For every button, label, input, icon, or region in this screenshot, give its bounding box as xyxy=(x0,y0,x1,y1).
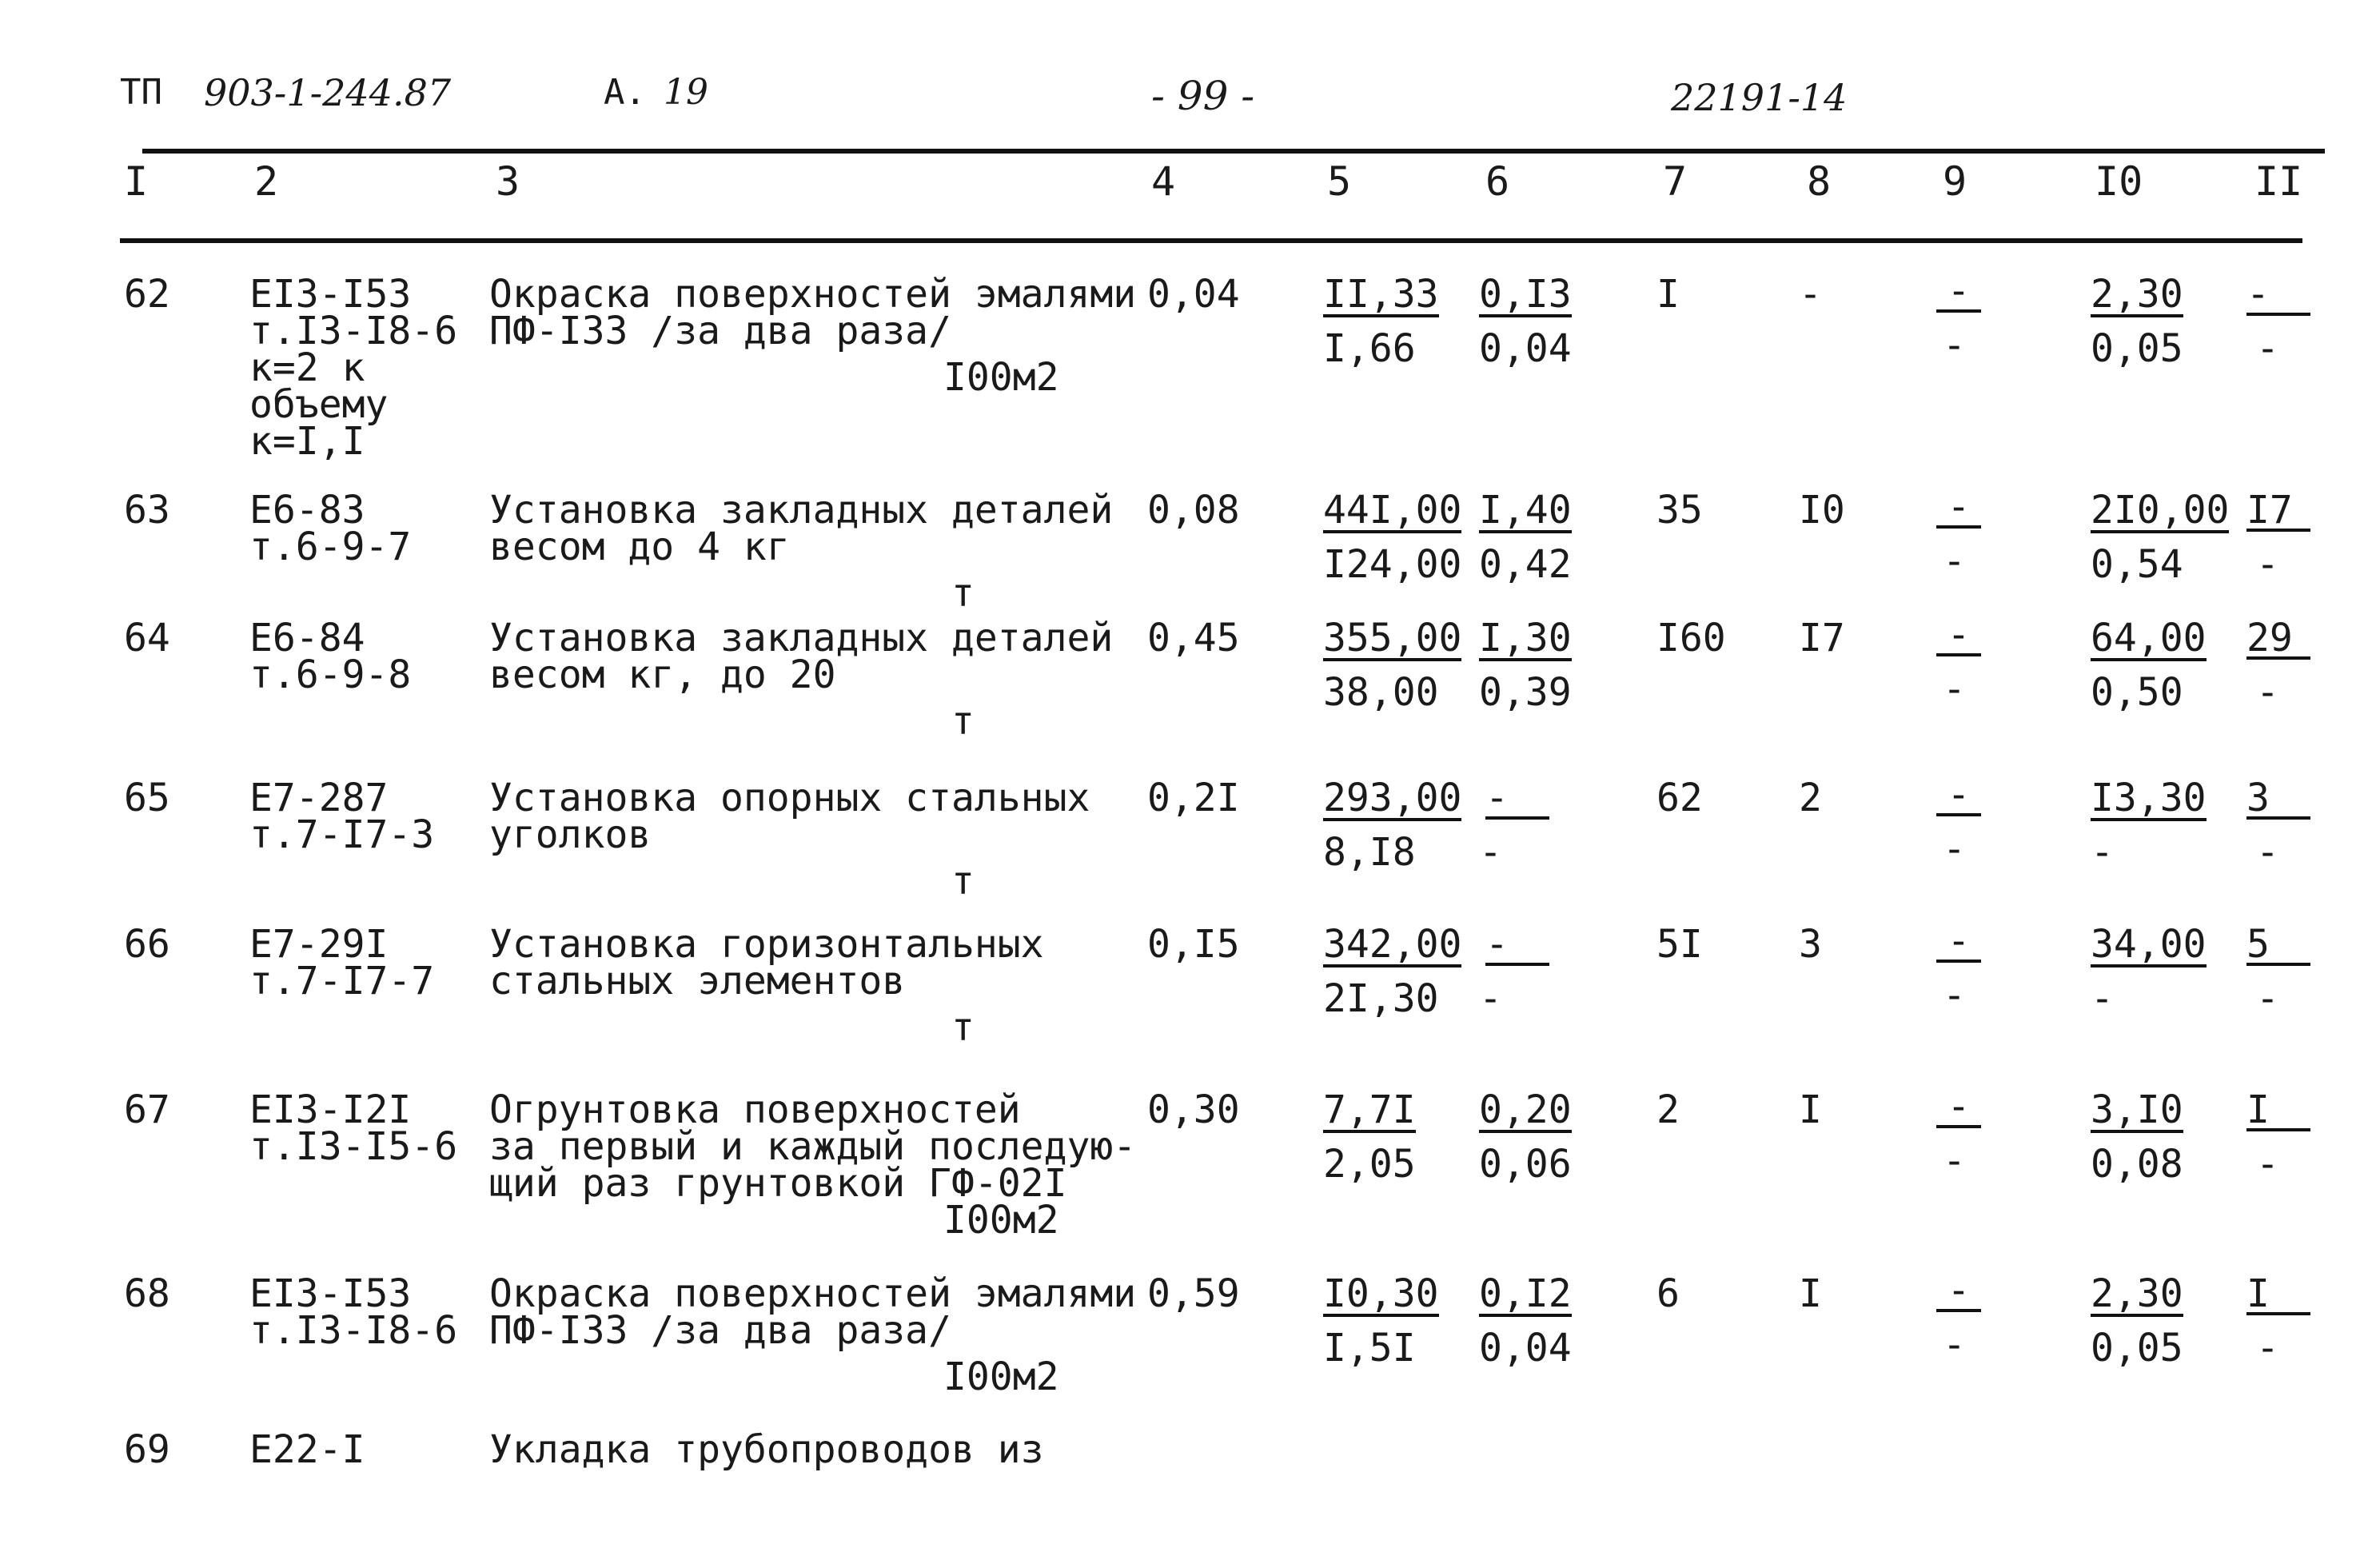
row-number: 62 xyxy=(124,272,170,317)
cost-machines-value: 0,I3 xyxy=(1479,272,1572,317)
row-number: 67 xyxy=(124,1087,170,1132)
total-cost: 62 xyxy=(1656,776,1703,820)
labor-unit-value: 2,30 xyxy=(2091,272,2183,317)
quantity: 0,45 xyxy=(1147,616,1240,660)
row-number: 69 xyxy=(124,1427,170,1472)
total-wages: 3 xyxy=(1799,922,1822,967)
total-wages: I7 xyxy=(1799,616,1845,660)
labor-total: I xyxy=(2246,1091,2310,1131)
work-description: ПФ-I33 /за два раза/ xyxy=(489,1308,951,1353)
document-number: 22191-14 xyxy=(1671,76,1848,119)
cost-machines-dash: - xyxy=(1485,926,1549,966)
labor-total: 3 xyxy=(2246,780,2310,820)
cost-wages: 38,00 xyxy=(1323,670,1439,715)
labor-total-machinists: - xyxy=(2256,976,2279,1021)
work-description: Установка закладных деталей xyxy=(489,488,1114,533)
cost-machines-wages: - xyxy=(1479,830,1502,875)
total-machines-wages: - xyxy=(1943,827,1966,872)
cost-machines-wages: 0,04 xyxy=(1479,326,1572,371)
quantity: 0,08 xyxy=(1147,488,1240,533)
cost-wages: 8,I8 xyxy=(1323,830,1416,875)
row-number: 68 xyxy=(124,1271,170,1316)
total-cost: 5I xyxy=(1656,922,1703,967)
total-machines: - xyxy=(1936,923,1981,963)
column-number: 6 xyxy=(1485,158,1510,205)
cost-total-value: 44I,00 xyxy=(1323,488,1462,533)
cost-total xyxy=(1323,776,1462,821)
norm-code: EI3-I53 xyxy=(249,1271,412,1316)
labor-unit-value: 2I0,00 xyxy=(2091,488,2230,533)
total-machines: - xyxy=(1936,776,1981,816)
labor-unit-value: 2,30 xyxy=(2091,1271,2183,1316)
labor-total-machinists: - xyxy=(2256,1142,2279,1187)
cost-wages: 2I,30 xyxy=(1323,976,1439,1021)
total-machines-wages: - xyxy=(1943,1139,1966,1183)
work-description: ПФ-I33 /за два раза/ xyxy=(489,309,951,353)
total-wages: I xyxy=(1799,1271,1822,1316)
cost-total xyxy=(1323,922,1462,968)
work-description: Огрунтовка поверхностей xyxy=(489,1087,1021,1132)
row-number: 63 xyxy=(124,488,170,533)
norm-code: т.I3-I8-6 xyxy=(249,309,458,353)
labor-unit-value: 34,00 xyxy=(2091,922,2207,967)
column-number: 9 xyxy=(1943,158,1967,205)
labor-unit-machinists: 0,05 xyxy=(2091,326,2183,371)
cost-total-value: II,33 xyxy=(1323,272,1439,317)
norm-code: объему xyxy=(249,382,389,427)
labor-total-machinists: - xyxy=(2256,1326,2279,1371)
doc-code-number: 903-1-244.87 xyxy=(204,71,452,114)
unit-of-measure: I00м2 xyxy=(943,1198,1059,1243)
row-number: 64 xyxy=(124,616,170,660)
doc-code-prefix: ТП xyxy=(120,72,162,113)
table-header-bottom-rule xyxy=(120,238,2302,243)
total-wages: I xyxy=(1799,1087,1822,1132)
cost-machines-dash: - xyxy=(1485,780,1549,820)
labor-total-machinists: - xyxy=(2256,542,2279,587)
norm-code: E22-I xyxy=(249,1427,365,1472)
norm-code: т.I3-I8-6 xyxy=(249,1308,458,1353)
labor-total: 5 xyxy=(2246,926,2310,966)
cost-total xyxy=(1323,616,1462,661)
labor-unit-machinists: - xyxy=(2091,830,2114,875)
labor-total: - xyxy=(2246,276,2310,316)
total-cost: 6 xyxy=(1656,1271,1680,1316)
labor-total-machinists: - xyxy=(2256,830,2279,875)
total-cost: I xyxy=(1656,272,1680,317)
work-description: за первый и каждый последую- xyxy=(489,1124,1137,1169)
quantity: 0,I5 xyxy=(1147,922,1240,967)
labor-unit-machinists: 0,05 xyxy=(2091,1326,2183,1371)
labor-unit xyxy=(2091,922,2207,968)
total-wages: - xyxy=(1799,272,1822,317)
cost-machines-value: I,30 xyxy=(1479,616,1572,660)
cost-machines-value: I,40 xyxy=(1479,488,1572,533)
row-number: 66 xyxy=(124,922,170,967)
cost-machines-wages: - xyxy=(1479,976,1502,1021)
column-number: 7 xyxy=(1663,158,1688,205)
cost-total xyxy=(1323,1271,1439,1317)
unit-of-measure: I00м2 xyxy=(943,355,1059,400)
cost-total-value: 7,7I xyxy=(1323,1087,1416,1132)
work-description: Установка горизонтальных xyxy=(489,922,1044,967)
unit-of-measure: т xyxy=(951,1005,975,1050)
cost-total xyxy=(1323,1087,1416,1133)
norm-code: т.7-I7-3 xyxy=(249,812,435,857)
cost-machines-value: 0,20 xyxy=(1479,1087,1572,1132)
column-number: II xyxy=(2254,158,2303,205)
norm-code: т.6-9-7 xyxy=(249,525,412,569)
total-machines: - xyxy=(1936,616,1981,656)
total-cost: 2 xyxy=(1656,1087,1680,1132)
quantity: 0,2I xyxy=(1147,776,1240,820)
cost-machines-wages: 0,04 xyxy=(1479,1326,1572,1371)
total-machines-wages: - xyxy=(1943,667,1966,712)
total-machines: - xyxy=(1936,1088,1981,1128)
norm-code: EI3-I53 xyxy=(249,272,412,317)
labor-unit xyxy=(2091,272,2183,317)
labor-total: 29 xyxy=(2246,620,2310,660)
row-number: 65 xyxy=(124,776,170,820)
column-number: 3 xyxy=(496,158,520,205)
quantity: 0,30 xyxy=(1147,1087,1240,1132)
total-machines: - xyxy=(1936,1272,1981,1312)
total-cost: I60 xyxy=(1656,616,1726,660)
labor-unit xyxy=(2091,616,2207,661)
labor-total-machinists: - xyxy=(2256,670,2279,715)
unit-of-measure: I00м2 xyxy=(943,1355,1059,1399)
labor-unit-machinists: 0,50 xyxy=(2091,670,2183,715)
work-description: стальных элементов xyxy=(489,959,906,1003)
labor-unit-value: I3,30 xyxy=(2091,776,2207,820)
norm-code: EI3-I2I xyxy=(249,1087,412,1132)
labor-unit-machinists: - xyxy=(2091,976,2114,1021)
work-description: весом кг, до 20 xyxy=(489,652,836,697)
total-machines-wages: - xyxy=(1943,539,1966,584)
labor-unit-value: 64,00 xyxy=(2091,616,2207,660)
column-number: 2 xyxy=(254,158,279,205)
norm-code: т.7-I7-7 xyxy=(249,959,435,1003)
cost-total xyxy=(1323,272,1439,317)
quantity: 0,59 xyxy=(1147,1271,1240,1316)
total-cost: 35 xyxy=(1656,488,1703,533)
norm-code: к=I,I xyxy=(249,419,365,464)
labor-unit xyxy=(2091,488,2230,533)
cost-wages: 2,05 xyxy=(1323,1142,1416,1187)
work-description: Окраска поверхностей эмалями xyxy=(489,272,1137,317)
total-wages: I0 xyxy=(1799,488,1845,533)
norm-code: E7-287 xyxy=(249,776,389,820)
table-top-rule xyxy=(142,149,2325,154)
labor-unit xyxy=(2091,776,2207,821)
labor-unit xyxy=(2091,1087,2183,1133)
unit-of-measure: т xyxy=(951,699,975,744)
column-number: I xyxy=(124,158,149,205)
labor-unit-machinists: 0,54 xyxy=(2091,542,2183,587)
cost-machines-wages: 0,06 xyxy=(1479,1142,1572,1187)
cost-machines xyxy=(1479,616,1572,661)
norm-code: к=2 к xyxy=(249,345,365,390)
cost-wages: I,66 xyxy=(1323,326,1416,371)
labor-unit-value: 3,I0 xyxy=(2091,1087,2183,1132)
cost-total-value: 355,00 xyxy=(1323,616,1462,660)
column-number: I0 xyxy=(2095,158,2143,205)
work-description: Окраска поверхностей эмалями xyxy=(489,1271,1137,1316)
cost-machines-value: 0,I2 xyxy=(1479,1271,1572,1316)
album-number: 19 xyxy=(664,72,708,113)
cost-wages: I,5I xyxy=(1323,1326,1416,1371)
labor-total: I7 xyxy=(2246,492,2310,532)
total-machines-wages: - xyxy=(1943,323,1966,368)
total-machines-wages: - xyxy=(1943,973,1966,1018)
total-wages: 2 xyxy=(1799,776,1822,820)
work-description: весом до 4 кг xyxy=(489,525,790,569)
cost-wages: I24,00 xyxy=(1323,542,1462,587)
quantity: 0,04 xyxy=(1147,272,1240,317)
cost-machines xyxy=(1479,1087,1572,1133)
cost-total-value: 342,00 xyxy=(1323,922,1462,967)
column-number: 8 xyxy=(1807,158,1832,205)
norm-code: E7-29I xyxy=(249,922,389,967)
work-description: Установка закладных деталей xyxy=(489,616,1114,660)
unit-of-measure: т xyxy=(951,859,975,904)
cost-machines xyxy=(1479,1271,1572,1317)
cost-total-value: I0,30 xyxy=(1323,1271,1439,1316)
labor-unit-machinists: 0,08 xyxy=(2091,1142,2183,1187)
cost-machines-wages: 0,42 xyxy=(1479,542,1572,587)
page-number: - 99 - xyxy=(1151,73,1255,119)
cost-machines-wages: 0,39 xyxy=(1479,670,1572,715)
cost-machines xyxy=(1479,272,1572,317)
work-description: Установка опорных стальных xyxy=(489,776,1090,820)
total-machines: - xyxy=(1936,273,1981,313)
norm-code: т.I3-I5-6 xyxy=(249,1124,458,1169)
labor-total: I xyxy=(2246,1275,2310,1315)
norm-code: т.6-9-8 xyxy=(249,652,412,697)
unit-of-measure: т xyxy=(951,571,975,616)
total-machines-wages: - xyxy=(1943,1323,1966,1367)
total-machines: - xyxy=(1936,489,1981,529)
norm-code: E6-84 xyxy=(249,616,365,660)
cost-total xyxy=(1323,488,1462,533)
work-description: уголков xyxy=(489,812,652,857)
cost-total-value: 293,00 xyxy=(1323,776,1462,820)
column-number: 5 xyxy=(1327,158,1352,205)
norm-code: E6-83 xyxy=(249,488,365,533)
column-number: 4 xyxy=(1151,158,1176,205)
labor-total-machinists: - xyxy=(2256,326,2279,371)
cost-machines xyxy=(1479,488,1572,533)
labor-unit xyxy=(2091,1271,2183,1317)
work-description: Укладка трубопроводов из xyxy=(489,1427,1044,1472)
album-label: А. xyxy=(604,72,646,113)
work-description: щий раз грунтовкой ГФ-02I xyxy=(489,1161,1067,1206)
